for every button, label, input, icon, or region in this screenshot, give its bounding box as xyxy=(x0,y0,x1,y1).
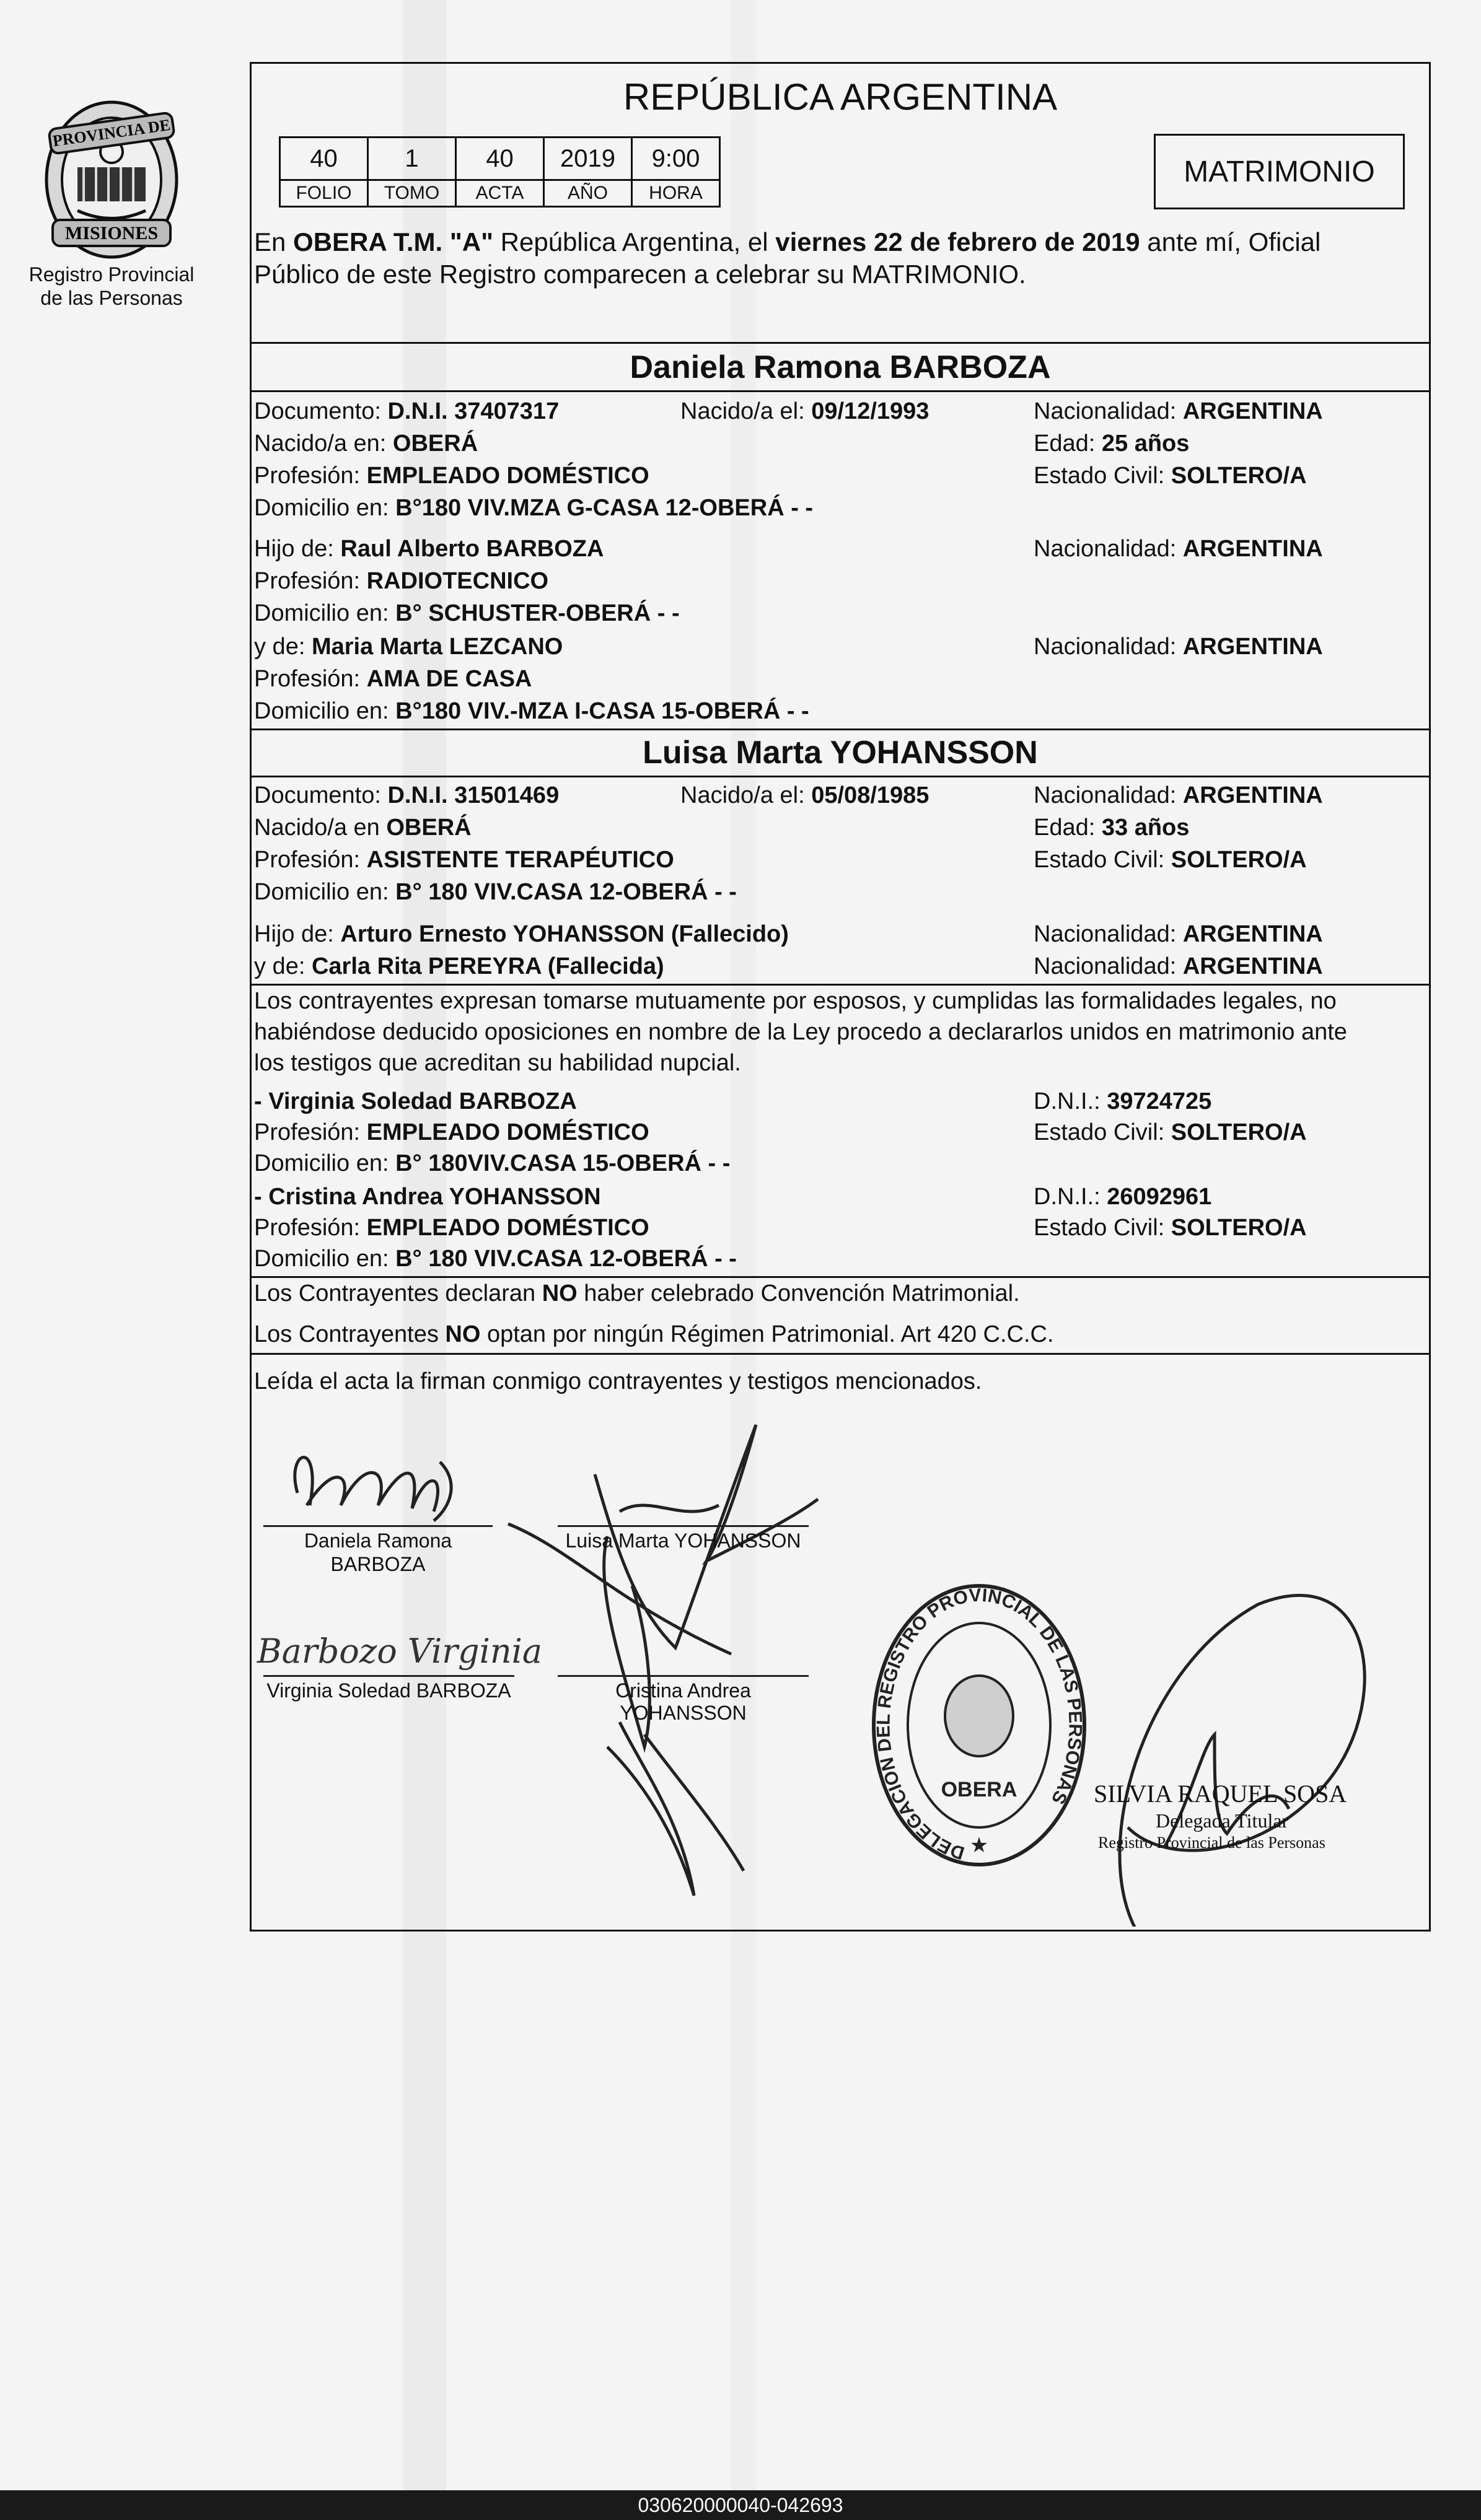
year-value: 2019 xyxy=(544,138,632,180)
label: Domicilio en: xyxy=(254,698,396,724)
province-seal-icon xyxy=(31,93,192,266)
hour-value: 9:00 xyxy=(632,138,720,180)
signature-4-scribble xyxy=(607,1722,744,1896)
year-label: AÑO xyxy=(544,180,632,207)
value: EMPLEADO DOMÉSTICO xyxy=(366,1119,649,1145)
logo-arc-bottom: MISIONES xyxy=(64,223,159,243)
value: EMPLEADO DOMÉSTICO xyxy=(366,1215,649,1241)
value: OBERÁ xyxy=(386,815,472,841)
spouse2-age xyxy=(1034,813,1189,842)
spouse1-mother xyxy=(254,632,563,662)
label: Nacionalidad: xyxy=(1034,398,1183,424)
value: B°180 VIV.-MZA I-CASA 15-OBERÁ - - xyxy=(395,698,809,724)
label: Domicilio en: xyxy=(254,495,396,521)
value: ARGENTINA xyxy=(1182,921,1323,947)
spouse2-profession xyxy=(254,845,674,875)
spouse2-father-nationality xyxy=(1034,919,1323,949)
label: y de: xyxy=(254,634,312,660)
folio-value: 40 xyxy=(280,138,368,180)
value: 05/08/1985 xyxy=(811,782,929,808)
value: Raul Alberto BARBOZA xyxy=(340,536,604,562)
spouse1-birth-date xyxy=(680,396,929,426)
label: Hijo de: xyxy=(254,921,341,947)
value: 25 años xyxy=(1101,431,1190,457)
label: Nacionalidad: xyxy=(1034,536,1183,562)
spouse1-father-nationality xyxy=(1034,534,1323,564)
spouse1-mother-nationality xyxy=(1034,632,1323,662)
convention-line2 xyxy=(254,1319,1054,1349)
value: Maria Marta LEZCANO xyxy=(311,634,563,660)
signature-4-caption-line1: Cristina Andrea xyxy=(615,1679,751,1702)
record-number-table xyxy=(279,136,721,208)
signature-3-caption: Virginia Soledad BARBOZA xyxy=(266,1679,511,1702)
seal-emblem-icon xyxy=(945,1676,1013,1756)
spouse1-profession xyxy=(254,461,649,491)
label: Nacionalidad: xyxy=(1034,782,1183,808)
text: Los Contrayentes xyxy=(254,1321,446,1347)
label: Profesión: xyxy=(254,568,367,594)
value: D.N.I. 31501469 xyxy=(387,782,560,808)
seal-ring-path: DELEGACION DEL REGISTRO PROVINCIAL DE LAS PERSONAS xyxy=(873,1585,1086,1863)
intro-place: OBERA T.M. "A" xyxy=(293,227,493,256)
value: D.N.I. 37407317 xyxy=(387,398,560,424)
official-signature-scribble xyxy=(1120,1595,1365,1927)
signature-3-handwriting: Barbozo Virginia xyxy=(257,1632,543,1671)
spouse2-birth-place xyxy=(254,813,472,842)
signature-2-caption: Luisa Marta YOHANSSON xyxy=(565,1529,801,1552)
value: Arturo Ernesto YOHANSSON (Fallecido) xyxy=(340,921,789,947)
value: SOLTERO/A xyxy=(1171,463,1307,489)
text: Los Contrayentes declaran xyxy=(254,1280,542,1306)
value: 39724725 xyxy=(1107,1088,1212,1114)
signature-1-scribble xyxy=(295,1458,451,1521)
spouse2-father xyxy=(254,919,789,949)
spouse1-mother-profession xyxy=(254,664,532,694)
signature-1-caption-line2: BARBOZA xyxy=(330,1553,426,1575)
spouse1-mother-address xyxy=(254,696,809,726)
value: SOLTERO/A xyxy=(1171,1119,1307,1145)
witness1-name: - Virginia Soledad BARBOZA xyxy=(254,1088,577,1114)
label: Nacionalidad: xyxy=(1034,634,1183,660)
value: ARGENTINA xyxy=(1182,953,1323,979)
label: y de: xyxy=(254,953,312,979)
spouse1-document xyxy=(254,396,559,426)
witness1-dni xyxy=(1034,1087,1211,1116)
official-name: SILVIA RAQUEL SOSA xyxy=(1094,1780,1347,1808)
official-title: Delegada Titular xyxy=(1156,1809,1289,1832)
value: EMPLEADO DOMÉSTICO xyxy=(366,463,649,489)
intro-line2: Público de este Registro comparecen a celebrar su MATRIMONIO. xyxy=(254,260,1026,289)
hour-label: HORA xyxy=(632,180,720,207)
reading-statement: Leída el acta la firman conmigo contrayentes y testigos mencionados. xyxy=(254,1368,982,1394)
spouse2-name: Luisa Marta YOHANSSON xyxy=(643,735,1038,771)
label: Nacido/a en xyxy=(254,815,387,841)
value: OBERÁ xyxy=(392,431,478,457)
label: Estado Civil: xyxy=(1034,847,1171,873)
spouse1-nationality xyxy=(1034,396,1323,426)
declaration-line3: los testigos que acreditan su habilidad nupcial. xyxy=(254,1050,741,1076)
value: B° 180 VIV.CASA 12-OBERÁ - - xyxy=(395,1246,737,1272)
seal-star-icon: ★ xyxy=(969,1834,989,1857)
label: Profesión: xyxy=(254,1119,367,1145)
text-bold: NO xyxy=(542,1280,578,1306)
label: Domicilio en: xyxy=(254,600,396,626)
label: Estado Civil: xyxy=(1034,463,1171,489)
label: Edad: xyxy=(1034,431,1102,457)
value: 33 años xyxy=(1101,815,1190,841)
tomo-label: TOMO xyxy=(368,180,456,207)
value: ARGENTINA xyxy=(1182,782,1323,808)
witness2-address xyxy=(254,1244,737,1274)
spouse1-address xyxy=(254,493,813,523)
spouse2-birth-date xyxy=(680,781,929,810)
witness1-address xyxy=(254,1148,730,1178)
spouse1-civil-status xyxy=(1034,461,1307,491)
logo-arc-top: PROVINCIA DE xyxy=(51,115,172,151)
intro-line1 xyxy=(254,226,1321,258)
text: optan por ningún Régimen Patrimonial. Art 420 C.C.C. xyxy=(480,1321,1054,1347)
label: D.N.I.: xyxy=(1034,1088,1107,1114)
acta-label: ACTA xyxy=(456,180,544,207)
page-title: REPÚBLICA ARGENTINA xyxy=(623,76,1058,118)
label: Documento: xyxy=(254,782,388,808)
declaration-line1: Los contrayentes expresan tomarse mutuamente por esposos, y cumplidas las formalidades legales, no xyxy=(254,988,1337,1014)
registry-seal xyxy=(868,1577,1091,1874)
spouse2-address xyxy=(254,877,737,907)
tomo-value: 1 xyxy=(368,138,456,180)
witness2-dni xyxy=(1034,1182,1211,1212)
spouse1-name: Daniela Ramona BARBOZA xyxy=(630,349,1051,385)
value: ARGENTINA xyxy=(1182,398,1323,424)
value: SOLTERO/A xyxy=(1171,1215,1307,1241)
label: Edad: xyxy=(1034,815,1102,841)
logo-caption-line1: Registro Provincial xyxy=(29,263,195,286)
value: SOLTERO/A xyxy=(1171,847,1307,873)
value: AMA DE CASA xyxy=(366,666,532,692)
spouse2-mother xyxy=(254,952,664,981)
label: Nacionalidad: xyxy=(1034,921,1183,947)
value: ARGENTINA xyxy=(1182,634,1323,660)
label: Profesión: xyxy=(254,666,367,692)
intro-text: ante mí, Oficial xyxy=(1140,227,1321,256)
witness1-civil-status xyxy=(1034,1118,1307,1147)
intro-text: En xyxy=(254,227,294,256)
value: Carla Rita PEREYRA (Fallecida) xyxy=(311,953,664,979)
signature-1-caption-line1: Daniela Ramona xyxy=(304,1529,452,1552)
spouse2-nationality xyxy=(1034,781,1323,810)
label: Profesión: xyxy=(254,463,367,489)
acta-value: 40 xyxy=(456,138,544,180)
value: B° 180VIV.CASA 15-OBERÁ - - xyxy=(395,1150,731,1176)
convention-line1 xyxy=(254,1279,1020,1308)
label: Nacido/a el: xyxy=(680,782,812,808)
value: B° SCHUSTER-OBERÁ - - xyxy=(395,600,680,626)
spouse1-age xyxy=(1034,429,1189,458)
document-type-box: MATRIMONIO xyxy=(1154,134,1405,209)
spouse1-father-profession xyxy=(254,566,548,596)
label: Nacido/a en: xyxy=(254,431,393,457)
declaration-line2: habiéndose deducido oposiciones en nombre de la Ley procedo a declararlos unidos en matrimonio ante xyxy=(254,1019,1347,1045)
value: RADIOTECNICO xyxy=(366,568,549,594)
text-bold: NO xyxy=(445,1321,481,1347)
witness2-civil-status xyxy=(1034,1213,1307,1243)
folio-label: FOLIO xyxy=(280,180,368,207)
label: Hijo de: xyxy=(254,536,341,562)
logo-caption-line2: de las Personas xyxy=(40,287,183,309)
footer-code: 030620000040-042693 xyxy=(0,2490,1481,2520)
signature-4-caption-line2: YOHANSSON xyxy=(620,1702,747,1724)
value: B°180 VIV.MZA G-CASA 12-OBERÁ - - xyxy=(395,495,814,521)
label: Estado Civil: xyxy=(1034,1215,1171,1241)
value: 26092961 xyxy=(1107,1184,1212,1210)
text: haber celebrado Convención Matrimonial. xyxy=(577,1280,1020,1306)
label: Profesión: xyxy=(254,1215,367,1241)
value: ARGENTINA xyxy=(1182,536,1323,562)
seal-bottom-text: OBERA xyxy=(941,1778,1017,1801)
province-logo xyxy=(31,93,192,266)
label: Profesión: xyxy=(254,847,367,873)
label: Domicilio en: xyxy=(254,1246,396,1272)
spouse1-father-address xyxy=(254,598,680,628)
spouse1-father xyxy=(254,534,604,564)
label: Estado Civil: xyxy=(1034,1119,1171,1145)
label: Nacionalidad: xyxy=(1034,953,1183,979)
value: B° 180 VIV.CASA 12-OBERÁ - - xyxy=(395,879,737,905)
value: ASISTENTE TERAPÉUTICO xyxy=(366,847,674,873)
intro-date: viernes 22 de febrero de 2019 xyxy=(775,227,1140,256)
label: D.N.I.: xyxy=(1034,1184,1107,1210)
witness2-name: - Cristina Andrea YOHANSSON xyxy=(254,1184,601,1210)
spouse2-mother-nationality xyxy=(1034,952,1323,981)
spouse2-document xyxy=(254,781,559,810)
official-registry: Registro Provincial de las Personas xyxy=(1098,1834,1325,1852)
label: Documento: xyxy=(254,398,388,424)
label: Domicilio en: xyxy=(254,1150,396,1176)
witness1-profession xyxy=(254,1118,649,1147)
label: Domicilio en: xyxy=(254,879,396,905)
witness2-profession xyxy=(254,1213,649,1243)
value: 09/12/1993 xyxy=(811,398,929,424)
label: Nacido/a el: xyxy=(680,398,812,424)
spouse1-birth-place xyxy=(254,429,478,458)
spouse2-civil-status xyxy=(1034,845,1307,875)
intro-text: República Argentina, el xyxy=(493,227,776,256)
